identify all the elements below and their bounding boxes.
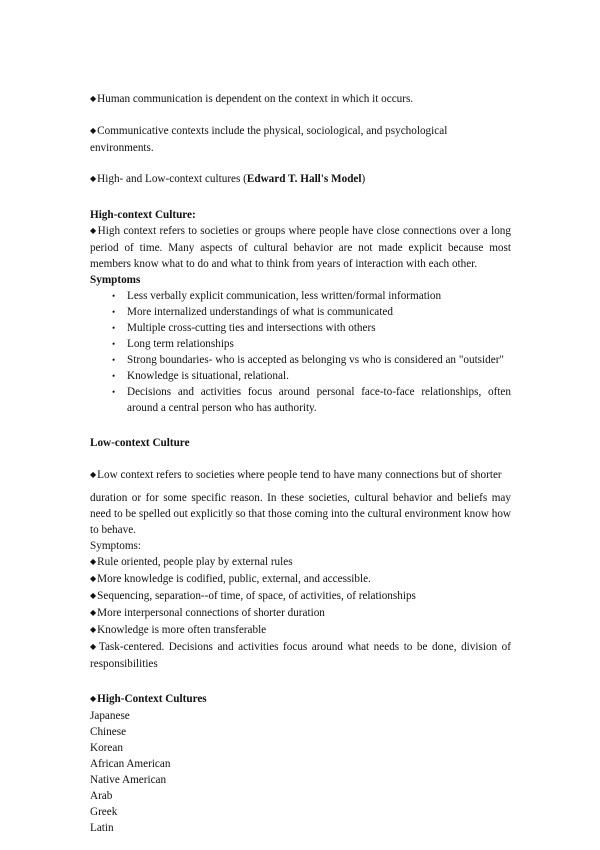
diamond-icon: ◆	[90, 174, 97, 183]
list-item: Korean	[90, 742, 123, 754]
diamond-icon: ◆	[90, 470, 97, 479]
low-symptom-item: ◆More interpersonal connections of shorter duration	[90, 607, 325, 619]
bullet-icon: •	[112, 291, 116, 301]
diamond-icon: ◆	[90, 557, 97, 566]
list-item: • Less verbally explicit communication, less written/formal information	[112, 290, 442, 302]
bullet-icon: •	[112, 339, 116, 349]
low-symptoms-heading: Symptoms:	[90, 540, 141, 552]
intro-line-3: ◆High- and Low-context cultures (Edward T. Hall's Model)	[90, 173, 366, 185]
list-item: • Knowledge is situational, relational.	[112, 370, 289, 382]
intro-line-1: ◆Human communication is dependent on the context in which it occurs.	[90, 93, 414, 105]
diamond-icon: ◆	[90, 126, 97, 135]
list-item: • More internalized understandings of what is communicated	[112, 306, 393, 318]
diamond-icon: ◆	[90, 574, 97, 583]
list-item: African American	[90, 758, 171, 770]
bullet-icon: •	[112, 387, 116, 397]
low-symptom-item: ◆Rule oriented, people play by external rules	[90, 556, 293, 568]
list-item: Japanese	[90, 710, 130, 722]
diamond-icon: ◆	[90, 642, 98, 651]
low-symptom-item: ◆Sequencing, separation--of time, of space, of activities, of relationships	[90, 590, 416, 602]
diamond-icon: ◆	[90, 694, 97, 703]
diamond-icon: ◆	[90, 608, 97, 617]
bullet-icon: •	[112, 371, 116, 381]
list-item: Native American	[90, 774, 167, 786]
diamond-icon: ◆	[90, 625, 97, 634]
list-item: • Decisions and activities focus around personal face-to-face relationships, often around a central person who has authority.	[112, 386, 511, 414]
low-context-paragraph-rest: duration or for some specific reason. In these societies, cultural behavior and beliefs may need to be spelled out explicitly so that those coming into the cultural environment know how to behave.	[90, 492, 511, 536]
list-item: • Multiple cross-cutting ties and intersections with others	[112, 322, 376, 334]
low-symptom-item: ◆More knowledge is codified, public, external, and accessible.	[90, 573, 371, 585]
intro-line-2: ◆Communicative contexts include the physical, sociological, and psychological environments.	[90, 125, 448, 154]
low-context-paragraph-first: ◆Low context refers to societies where people tend to have many connections but of shorter	[90, 469, 502, 481]
low-symptom-item: ◆Task-centered. Decisions and activities focus around what needs to be done, division of responsibilities	[90, 641, 511, 670]
high-context-paragraph: ◆High context refers to societies or groups where people have close connections over a long period of time. Many aspects of cultural behavior are not made explicit because most members know what to do and what to think from years of interaction with each other.	[90, 225, 511, 270]
list-item: • Long term relationships	[112, 338, 234, 350]
low-symptom-item: ◆Knowledge is more often transferable	[90, 624, 267, 636]
high-context-heading: High-context Culture:	[90, 209, 196, 221]
high-context-cultures-heading: ◆High-Context Cultures	[90, 693, 207, 705]
list-item: Latin	[90, 822, 114, 834]
model-name: Edward T. Hall's Model	[246, 173, 362, 185]
bullet-icon: •	[112, 307, 116, 317]
list-item: Arab	[90, 790, 113, 802]
document-page	[90, 91, 511, 836]
diamond-icon: ◆	[90, 94, 97, 103]
cultures-list	[90, 708, 511, 836]
diamond-icon: ◆	[90, 226, 97, 235]
diamond-icon: ◆	[90, 591, 97, 600]
bullet-icon: •	[112, 355, 116, 365]
high-symptoms-heading: Symptoms	[90, 274, 141, 286]
list-item: Greek	[90, 806, 118, 818]
list-item: • Strong boundaries- who is accepted as belonging vs who is considered an "outsider"	[112, 354, 504, 366]
list-item: Chinese	[90, 726, 127, 738]
low-context-heading: Low-context Culture	[90, 437, 190, 449]
bullet-icon: •	[112, 323, 116, 333]
high-symptoms-list	[90, 288, 511, 416]
